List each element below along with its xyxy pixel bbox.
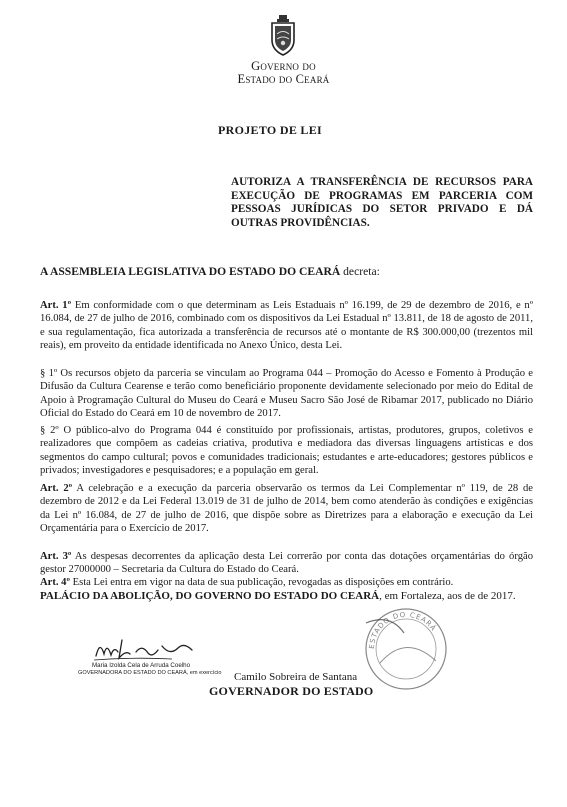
palace-dateline: [40, 590, 533, 603]
paragraph-2: § 2º O público-alvo do Programa 044 é constituído por profissionais, artistas, produtores, grupos, coletivos e realizadores que compõem as cadeias criativa, produtiva e mediadora das diversas linguagens artísticas e dos segmentos do campo cultural; povos e comunidades tradicionais; estudantes e arte-educadores; gestores públicos e privados; investigadores e pesquisadores; e a população em geral.: [40, 425, 533, 477]
svg-text:ESTADO DO CEARÁ: [368, 611, 439, 649]
government-heading-line2: Estado do Ceará: [237, 72, 330, 86]
official-stamp-icon: [360, 603, 452, 695]
signatory-left-name: Maria Izolda Cela de Arruda Coelho: [92, 662, 191, 669]
article-1-text: Em conformidade com o que determinam as Leis Estaduais nº 16.199, de 29 de dezembro de 2016, e nº 16.084, de 27 de julho de 2016, combinado com os dispositivos da Lei Estadual nº 13.811, de 18 de agosto de 2011, e sua regulamentação, fica autorizada a transferência de recursos até o montante de R$ 300.000,00 (trezentos mil reais), em proveito da entidade identificada no Anexo Único, desta Lei.: [40, 300, 533, 352]
article-1-label: Art. 1º: [40, 300, 72, 311]
signatory-governor-name: Camilo Sobreira de Santana: [234, 671, 358, 683]
document-type-title: PROJETO DE LEI: [218, 123, 323, 137]
article-4-label: Art. 4º: [40, 577, 70, 588]
government-heading-line1: Governo do: [251, 59, 316, 73]
palace-dateline-rest: , em Fortaleza, aos de de 2017.: [379, 590, 516, 602]
signatory-governor-title: GOVERNADOR DO ESTADO: [209, 684, 374, 698]
enacting-clause: [40, 265, 380, 278]
signatory-left-role: GOVERNADORA DO ESTADO DO CEARÁ, em exercício: [78, 670, 222, 676]
law-summary: AUTORIZA A TRANSFERÊNCIA DE RECURSOS PARA EXECUÇÃO DE PROGRAMAS EM PARCERIA COM PESSOAS JURÍDICAS DO SETOR PRIVADO E DÁ OUTRAS PROVIDÊNCIAS.: [231, 176, 533, 229]
paragraph-1: § 1º Os recursos objeto da parceria se vinculam ao Programa 044 – Promoção do Acesso e Fomento à Produção e Difusão da Cultura Cearense e terão como beneficiário proponente devidamente selecionado por meio do Edital de Apoio à Programação Cultural do Museu do Ceará e Museu Sacro São José de Ribamar 2017, publicado no Diário Oficial do Estado do Ceará em 10 de novembro de 2017.: [40, 368, 533, 420]
palace-dateline-bold: PALÁCIO DA ABOLIÇÃO, DO GOVERNO DO ESTADO DO CEARÁ: [40, 590, 380, 602]
article-3: [40, 550, 533, 577]
article-4-text: Esta Lei entra em vigor na data de sua publicação, revogadas as disposições em contrário.: [69, 577, 454, 588]
enacting-clause-bold: A ASSEMBLEIA LEGISLATIVA DO ESTADO DO CEARÁ: [40, 265, 341, 278]
article-2: [40, 482, 533, 536]
article-2-label: Art. 2º: [40, 483, 73, 494]
article-2-text: A celebração e a execução da parceria observarão os termos da Lei Complementar nº 119, de 28 de dezembro de 2012 e da Lei Federal 13.019 de 31 de julho de 2014, bem como atenderão às condições e exigências da Lei nº 16.084, de 27 de julho de 2016, que dispõe sobre as Diretrizes para a elaboração e execução da Lei Orçamentária para o Exercício de 2017.: [40, 483, 533, 535]
enacting-clause-rest: decreta:: [340, 265, 380, 278]
stamp-text: ESTADO DO CEARÁ: [367, 610, 438, 650]
coat-of-arms-icon: [269, 14, 297, 56]
article-4: [40, 576, 533, 589]
article-3-label: Art. 3º: [40, 551, 72, 562]
article-1: [40, 299, 533, 353]
handwritten-signature-left: [92, 632, 202, 664]
article-3-text: As despesas decorrentes da aplicação desta Lei correrão por conta das dotações orçamentárias do órgão gestor 27000000 – Secretaria da Cultura do Estado do Ceará.: [40, 551, 533, 576]
